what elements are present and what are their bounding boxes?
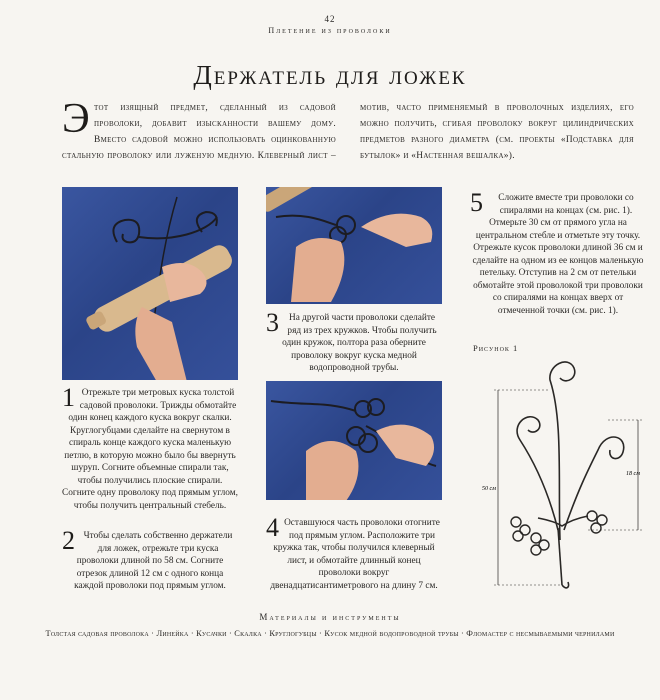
step-3-number: 3 — [266, 308, 279, 337]
photo-rolling-pin-image — [62, 187, 238, 380]
step-5 — [470, 188, 646, 317]
figure-1-drawing — [478, 340, 648, 600]
intro-text: тот изящный предмет, сделанный из садовой проволоки, добавит изысканности вашему дому. Вместо садовой можно использовать оцинкованную стальную проволоку или луженую медную. Клеверный лист – мотив, часто применяемый в проволочных изделиях, его можно получить, сгибая проволоку вокруг цилиндрических предметов разного диаметра (см. проекты «Подставка для бутылок» и «Настенная вешалка»). — [62, 103, 634, 161]
intro-paragraph — [62, 96, 634, 164]
figure-label: Рисунок 1 — [473, 343, 519, 353]
step-2-number: 2 — [62, 526, 75, 555]
step-4-number: 4 — [266, 513, 279, 542]
intro-drop-cap: Э — [62, 96, 91, 142]
step-3 — [266, 308, 442, 375]
photo-step-4 — [266, 381, 442, 500]
photo-step-3 — [266, 187, 442, 304]
step-4-text: Оставшуюся часть проволоки отогните под прямым углом. Расположите три кружка так, чтобы получился клеверный лист, и обмотайте длинный конец проволоки вокруг двенадцатисантиметрового на длину 7 см. — [270, 518, 440, 591]
figure-1-diagram — [478, 340, 648, 600]
step-1-text: Отрежьте три метровых куска толстой садовой проволоки. Трижды обмотайте один конец каждого куска вокруг скалки. Круглогубцами сделайте на свернутом в спираль конце каждого куска маленькую петлю, в которую можно было бы ввернуть шуруп. Согните объемные спирали так, чтобы получились плоские спирали. Согните одну проволоку под прямым углом, чтобы получить центральный стебель. — [62, 388, 238, 511]
page-title: Держатель для ложек — [193, 60, 467, 90]
photo-wire-loops-image — [266, 187, 442, 304]
step-2-text: Чтобы сделать собственно держатели для ложек, отрежьте три куска проволоки длиной по 58 см. Согните отрезок длиной 12 см с одного конца каждой проволоки под прямым углом. — [74, 531, 233, 591]
figure-dim-total: 50 см — [482, 486, 496, 492]
materials-title: Материалы и инструменты — [259, 612, 401, 622]
running-head: Плетение из проволоки — [268, 26, 392, 35]
step-4 — [266, 513, 442, 592]
photo-clover-image — [266, 381, 442, 500]
step-1-number: 1 — [62, 383, 75, 412]
step-1 — [62, 383, 238, 512]
photo-step-1 — [62, 187, 238, 380]
step-5-text: Сложите вместе три проволоки со спиралями на концах (см. рис. 1). Отмерьте 30 см от прямого угла на центральном стебле и отметьте эту точку. Отрежьте кусок проволоки длиной 36 см и сделайте на одном из ее концов маленькую петельку. Отступив на 2 см от петельки обмотайте этой проволокой три проволоки со спиралями на концах вверх от отмеченной точки (см. рис. 1). — [472, 193, 644, 316]
page-number: 42 — [324, 14, 336, 24]
materials-list: Толстая садовая проволока · Линейка · Кусачки · Скалка · Круглогубцы · Кусок медной водопроводной трубы · Фломастер с несмываемыми чернилами — [45, 629, 615, 638]
step-5-number: 5 — [470, 188, 483, 217]
step-2 — [62, 526, 238, 593]
figure-dim-part: 18 см — [626, 471, 640, 477]
step-3-text: На другой части проволоки сделайте ряд из трех кружков. Чтобы получить один кружок, полтора раза оберните проволоку вокруг куска медной водопроводной трубы. — [282, 313, 437, 373]
